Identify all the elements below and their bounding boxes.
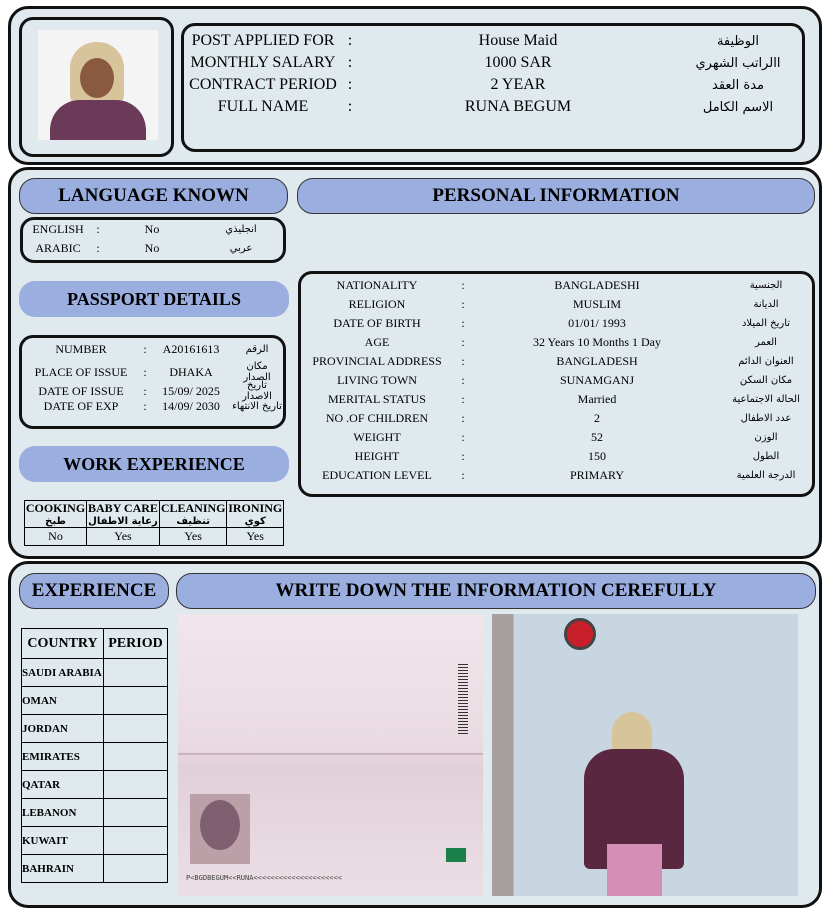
field-value: 32 Years 10 Months 1 Day	[532, 335, 661, 349]
colon: :	[461, 430, 465, 444]
field-value: 15/09/ 2025	[162, 383, 220, 398]
field-label: ARABIC	[35, 241, 81, 255]
colon: :	[461, 316, 465, 330]
personal-information-header: PERSONAL INFORMATION	[297, 178, 815, 214]
country-name: SAUDI ARABIA	[22, 659, 104, 687]
colon: :	[347, 32, 353, 49]
colon: :	[461, 335, 465, 349]
colon: :	[461, 373, 465, 387]
work-skill-header	[25, 501, 87, 528]
personal-info-row	[301, 468, 812, 483]
personal-info-box	[298, 271, 815, 497]
field-label-arabic: الوزن	[754, 432, 778, 443]
language-box	[20, 217, 286, 263]
passport-row	[22, 342, 283, 357]
colon: :	[347, 76, 353, 93]
country-name: QATAR	[22, 771, 104, 799]
period-cell	[104, 687, 168, 715]
field-label: PLACE OF ISSUE	[34, 364, 128, 379]
field-value: House Maid	[478, 32, 558, 49]
country-name: EMIRATES	[22, 743, 104, 771]
language-known-header: LANGUAGE KNOWN	[19, 178, 288, 214]
field-value: 2	[594, 411, 600, 425]
experience-header: EXPERIENCE	[19, 573, 169, 609]
post-info-row	[184, 76, 802, 94]
period-cell	[104, 799, 168, 827]
photo-frame	[19, 17, 174, 157]
post-info-row	[184, 32, 802, 50]
field-label-arabic: تاريخ الانتهاء	[232, 401, 282, 412]
work-skill-header	[227, 501, 284, 528]
field-label-arabic: الجنسية	[749, 280, 783, 291]
field-label-arabic: الدرجة العلمية	[736, 470, 796, 481]
work-experience-table	[24, 500, 284, 546]
country-row	[22, 799, 168, 827]
field-label-arabic: الحالة الاجتماعية	[732, 394, 800, 405]
personal-info-row	[301, 392, 812, 407]
field-value: Married	[577, 392, 617, 406]
field-value: No	[144, 241, 160, 255]
field-value: 2 YEAR	[490, 76, 546, 93]
language-row	[23, 241, 283, 256]
period-cell	[104, 827, 168, 855]
colon: :	[143, 364, 147, 379]
field-value: 01/01/ 1993	[568, 316, 626, 330]
passport-row	[22, 399, 283, 414]
colon: :	[461, 278, 465, 292]
skill-value: Yes	[159, 528, 227, 546]
colon: :	[461, 411, 465, 425]
details-section	[8, 167, 822, 559]
country-row	[22, 715, 168, 743]
field-label-arabic: مدة العقد	[712, 77, 764, 93]
colon: :	[461, 297, 465, 311]
colon: :	[143, 342, 147, 356]
colon: :	[347, 98, 353, 115]
field-label-arabic: الرقم	[245, 344, 269, 355]
header-section	[8, 6, 822, 165]
colon: :	[96, 222, 100, 236]
period-cell	[104, 659, 168, 687]
post-info-row	[184, 54, 802, 72]
field-value: BANGLADESHI	[554, 278, 640, 292]
personal-info-row	[301, 354, 812, 369]
country-name: JORDAN	[22, 715, 104, 743]
work-experience-header: WORK EXPERIENCE	[19, 446, 289, 482]
skill-name-arabic: رعاية الاطفال	[88, 516, 158, 527]
field-label-arabic: انجليذي	[225, 224, 257, 235]
skill-name-arabic: تنظيف	[176, 516, 210, 527]
colon: :	[461, 449, 465, 463]
field-value: A20161613	[162, 342, 220, 356]
colon: :	[96, 241, 100, 255]
field-label: ENGLISH	[32, 222, 84, 236]
field-label: RELIGION	[348, 297, 406, 311]
skill-value: Yes	[87, 528, 160, 546]
field-label: NO .OF CHILDREN	[325, 411, 429, 425]
experience-section	[8, 561, 822, 908]
personal-info-row	[301, 430, 812, 445]
country-name: BAHRAIN	[22, 855, 104, 883]
skill-name: CLEANING	[160, 501, 226, 515]
country-row	[22, 659, 168, 687]
colon: :	[461, 354, 465, 368]
write-down-header: WRITE DOWN THE INFORMATION CEREFULLY	[176, 573, 816, 609]
colon: :	[461, 392, 465, 406]
field-label: HEIGHT	[354, 449, 400, 463]
work-skill-header	[87, 501, 160, 528]
field-label: DATE OF ISSUE	[38, 383, 124, 398]
skill-name: COOKING	[25, 501, 86, 515]
field-label-arabic: الاسم الكامل	[702, 99, 774, 115]
country-name: KUWAIT	[22, 827, 104, 855]
period-cell	[104, 715, 168, 743]
colon: :	[143, 383, 147, 398]
field-value: 150	[588, 449, 606, 463]
field-label: LIVING TOWN	[337, 373, 417, 387]
colon: :	[461, 468, 465, 482]
period-cell	[104, 743, 168, 771]
applicant-portrait	[38, 30, 158, 140]
field-value: MUSLIM	[572, 297, 621, 311]
field-value: RUNA BEGUM	[464, 98, 572, 115]
field-value: 52	[591, 430, 603, 444]
personal-info-row	[301, 316, 812, 331]
country-experience-table	[21, 628, 168, 883]
colon: :	[143, 399, 147, 413]
field-label: DATE OF BIRTH	[333, 316, 421, 330]
field-label: WEIGHT	[353, 430, 401, 444]
field-label-arabic: تاريخ الميلاد	[741, 318, 791, 329]
skill-name: BABY CARE	[88, 501, 158, 515]
personal-info-row	[301, 373, 812, 388]
field-value: 14/09/ 2030	[162, 399, 220, 413]
field-value: BANGLADESH	[556, 354, 638, 368]
field-label: CONTRACT PERIOD	[189, 76, 337, 93]
post-info-box	[181, 23, 805, 152]
country-column-header: COUNTRY	[22, 629, 104, 659]
field-label-arabic: الطول	[752, 451, 780, 462]
personal-info-row	[301, 411, 812, 426]
field-label: NATIONALITY	[336, 278, 418, 292]
field-label: DATE OF EXP	[43, 399, 119, 413]
field-value: DHAKA	[169, 364, 213, 379]
country-row	[22, 855, 168, 883]
field-label: MERITAL STATUS	[328, 392, 426, 406]
field-label-arabic: مكان الصدار	[243, 361, 271, 383]
passport-box	[19, 335, 286, 429]
field-label-arabic: العمر	[755, 337, 777, 348]
field-label-arabic: االراتب الشهري	[695, 55, 781, 71]
passport-details-header: PASSPORT DETAILS	[19, 281, 289, 317]
field-label-arabic: عدد الاطفال	[740, 413, 792, 424]
post-info-row	[184, 98, 802, 116]
field-label: PROVINCIAL ADDRESS	[312, 354, 442, 368]
skill-name-arabic: طبخ	[45, 516, 66, 527]
country-row	[22, 743, 168, 771]
field-label: NUMBER	[55, 342, 107, 356]
personal-info-row	[301, 335, 812, 350]
field-label: FULL NAME	[217, 98, 309, 115]
skill-value: Yes	[227, 528, 284, 546]
field-label-arabic: مكان السكن	[739, 375, 793, 386]
passport-scan-image: P<BGDBEGUM<<RUNA<<<<<<<<<<<<<<<<<<<<<	[178, 614, 483, 896]
field-value: PRIMARY	[569, 468, 625, 482]
field-value: 1000 SAR	[484, 54, 552, 71]
field-label: EDUCATION LEVEL	[322, 468, 432, 482]
field-label-arabic: الديانة	[753, 299, 779, 310]
skill-name-arabic: كوي	[244, 516, 266, 527]
field-label-arabic: الوظيفة	[716, 33, 760, 49]
field-label: POST APPLIED FOR	[191, 32, 335, 49]
skill-name: IRONING	[228, 501, 283, 515]
personal-info-row	[301, 297, 812, 312]
country-row	[22, 687, 168, 715]
field-label-arabic: العنوان الدائم	[738, 356, 794, 367]
personal-info-row	[301, 449, 812, 464]
full-body-photo	[492, 614, 798, 896]
field-label: AGE	[364, 335, 390, 349]
period-column-header: PERIOD	[104, 629, 168, 659]
country-row	[22, 771, 168, 799]
period-cell	[104, 855, 168, 883]
colon: :	[347, 54, 353, 71]
language-row	[23, 222, 283, 237]
personal-info-row	[301, 278, 812, 293]
field-value: No	[144, 222, 160, 236]
work-skill-header	[159, 501, 227, 528]
period-cell	[104, 771, 168, 799]
country-name: LEBANON	[22, 799, 104, 827]
country-row	[22, 827, 168, 855]
field-label-arabic: تاريخ الاصدار	[242, 380, 272, 402]
field-label-arabic: عربي	[229, 243, 253, 254]
field-value: SUNAMGANJ	[559, 373, 634, 387]
skill-value: No	[25, 528, 87, 546]
country-name: OMAN	[22, 687, 104, 715]
field-label: MONTHLY SALARY	[190, 54, 336, 71]
